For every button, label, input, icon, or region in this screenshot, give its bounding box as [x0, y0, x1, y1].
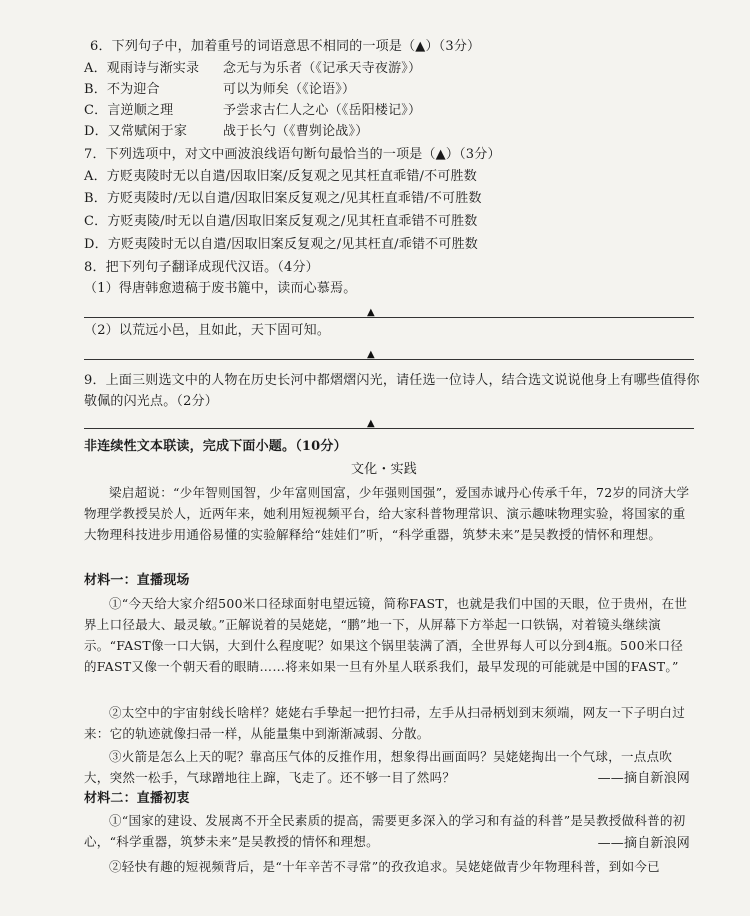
q7-option-b: B．方贬夷陵时/无以自遣/因取旧案反复观之/见其枉直乖错/不可胜数 — [84, 191, 482, 206]
q6-option-d-right: 战于长勺（《曹刿论战》） — [223, 124, 369, 139]
material-2-heading: 材料二：直播初衷 — [84, 791, 190, 806]
material-1-source: ——摘自新浪网 — [597, 771, 690, 786]
q9-line-1: 9．上面三则选文中的人物在历史长河中都熠熠闪光，请任选一位诗人，结合选文说说他身上有哪些值得你 — [84, 373, 700, 388]
q6-option-d-left: D．又常赋闲于家 — [84, 124, 188, 139]
section-title: 文化・实践 — [350, 462, 417, 477]
q7-option-d: D．方贬夷陵时无以自遣/因取旧案反复观之/见其枉直/乖错不可胜数 — [84, 237, 478, 252]
q8-stem: 8．把下列句子翻译成现代汉语。（4分） — [84, 260, 319, 275]
q6-option-c-right: 予尝求古仁人之心（《岳阳楼记》） — [223, 103, 422, 118]
q9-line-2: 敬佩的闪光点。（2分） — [84, 394, 218, 409]
q6-option-b-right: 可以为师矣（《论语》） — [223, 82, 356, 97]
answer-mark-2: ▲ — [367, 349, 375, 360]
material-1-paragraph-2: ②太空中的宇宙射线长啥样？姥姥右手挚起一把竹扫帚，左手从扫帚柄划到末须端，网友一下子明白过来：它的轨迹就像扫帚一样，从能量集中到渐渐减弱、分散。 — [84, 705, 686, 741]
q6-option-a-left: A．观雨诗与渐实录 — [84, 61, 200, 76]
intro-paragraph: 梁启超说：“少年智则国智，少年富则国富，少年强则国强”，爱国赤诚丹心传承千年，72岁的同济大学物理学教授吴於人，近两年来，她利用短视频平台，给大家科普物理常识、演示趣味物理实验，将国家的重大物理科技进步用通俗易懂的实验解释给“娃娃们”听，“科学重器，筑梦未来”是吴教授的情怀和理想。 — [84, 485, 690, 542]
material-1-paragraph-3: ③火箭是怎么上天的呢？靠高压气体的反推作用，想象得出画面吗？吴姥姥掏出一个气球，一点点吹大，突然一松手，气球蹭地往上蹿，飞走了。还不够一目了然吗？ — [84, 749, 673, 785]
q7-option-a: A．方贬夷陵时无以自遣/因取旧案/反复观之见其枉直乖错/不可胜数 — [84, 169, 477, 184]
q7-option-c: C．方贬夷陵/时无以自遣/因取旧案反复观之/见其枉直乖错不可胜数 — [84, 214, 478, 229]
q6-option-c-left: C．言逆顺之理 — [84, 103, 174, 118]
material-2-paragraph-2: ②轻快有趣的短视频背后，是“十年辛苦不寻常”的孜孜追求。吴姥姥做青少年物理科普，到如今已 — [109, 859, 660, 874]
q7-stem: 7．下列选项中，对文中画波浪线语句断句最恰当的一项是（▲）（3分） — [84, 147, 501, 162]
q8-sentence-1: （1）得唐韩愈遗稿于废书簏中，读而心慕焉。 — [84, 281, 357, 296]
q6-option-a-right: 念无与为乐者（《记承天寺夜游》） — [223, 61, 422, 76]
answer-line-1 — [84, 317, 694, 318]
material-2-paragraph-1: ①“国家的建设、发展离不开全民素质的提高，需要更多深入的学习和有益的科普”是吴教授做科普的初心，“科学重器，筑梦未来”是吴教授的情怀和理想。 — [84, 813, 686, 849]
q6-stem: 6．下列句子中，加着重号的词语意思不相同的一项是（▲）（3分） — [90, 39, 481, 54]
answer-mark-3: ▲ — [367, 418, 375, 429]
material-1-paragraph-1: ①“今天给大家介绍500米口径球面射电望远镜，简称FAST，也就是我们中国的天眼，位于贵州，在世界上口径最大、最灵敏。”正解说着的吴姥姥，“鹏”地一下，从屏幕下方举起一口铁锅，对着镜头继续演示。“FAST像一口大锅，大到什么程度呢？如果这个锅里装满了酒，全世界每人可以分到4瓶。500米口径的FAST又像一个朝天看的眼睛……将来如果一旦有外星人联系我们，最早发现的可能就是中国的FAST。” — [84, 596, 688, 674]
q6-option-b-left: B．不为迎合 — [84, 82, 160, 97]
answer-mark-1: ▲ — [367, 307, 375, 318]
material-1-heading: 材料一：直播现场 — [84, 573, 190, 588]
section-heading: 非连续性文本联读，完成下面小题。（10分） — [84, 439, 347, 454]
q8-sentence-2: （2）以荒远小邑，且如此，天下固可知。 — [84, 323, 331, 338]
material-2-source: ——摘自新浪网 — [597, 836, 690, 851]
answer-line-3 — [84, 428, 694, 429]
answer-line-2 — [84, 359, 694, 360]
